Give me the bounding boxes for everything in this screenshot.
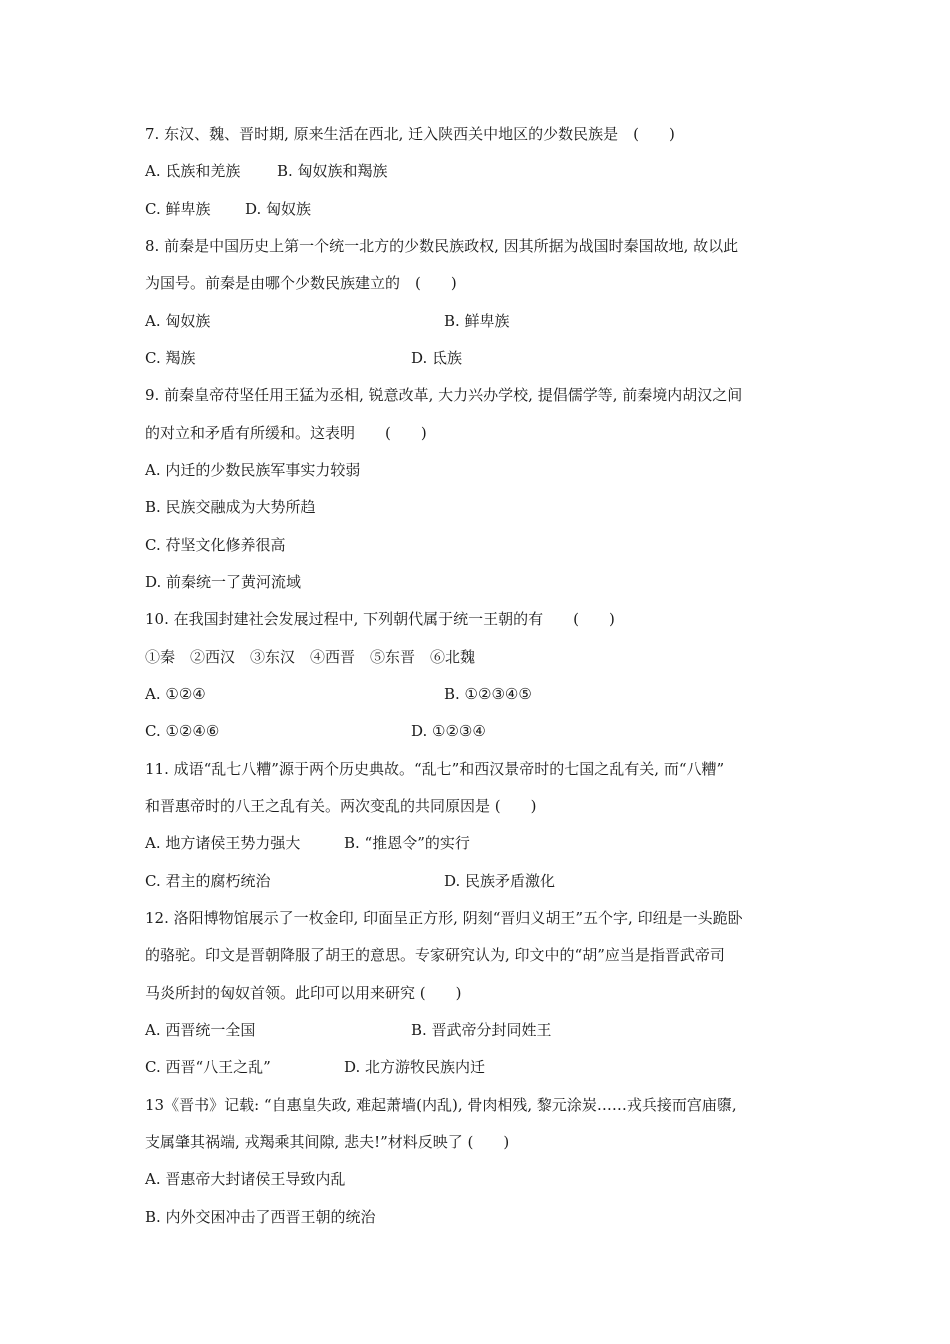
question-11-stem-line-2: 和晋惠帝时的八王之乱有关。两次变乱的共同原因是 ( )	[145, 797, 537, 815]
question-7-option-b: B. 匈奴族和羯族	[277, 162, 388, 180]
question-8-stem-line-1: 8. 前秦是中国历史上第一个统一北方的少数民族政权, 因其所据为战国时秦国故地, 故以此	[145, 237, 739, 255]
question-8-option-b: B. 鲜卑族	[444, 312, 510, 330]
question-12-stem-line-1: 12. 洛阳博物馆展示了一枚金印, 印面呈正方形, 阴刻“晋归义胡王”五个字, 印纽是一头跪卧	[145, 909, 743, 927]
question-12-option-c: C. 西晋“八王之乱”	[145, 1058, 271, 1076]
question-10-option-b: B. ①②③④⑤	[444, 685, 532, 703]
question-7-stem: 7. 东汉、魏、晋时期, 原来生活在西北, 迁入陕西关中地区的少数民族是 ( )	[145, 125, 675, 143]
question-13-stem-line-1: 13《晋书》记载: “自惠皇失政, 难起萧墙(内乱), 骨肉相残, 黎元涂炭……戎兵接而宫庙隳,	[145, 1096, 737, 1114]
question-13-option-a: A. 晋惠帝大封诸侯王导致内乱	[145, 1170, 346, 1188]
question-8-option-d: D. 氐族	[411, 349, 463, 367]
question-9-option-d: D. 前秦统一了黄河流域	[145, 573, 302, 591]
question-7-option-a: A. 氐族和羌族	[145, 162, 241, 180]
question-10-stem: 10. 在我国封建社会发展过程中, 下列朝代属于统一王朝的有 ( )	[145, 610, 615, 628]
question-9-stem-line-1: 9. 前秦皇帝苻坚任用王猛为丞相, 锐意改革, 大力兴办学校, 提倡儒学等, 前秦境内胡汉之间	[145, 386, 743, 404]
question-11-option-d: D. 民族矛盾激化	[444, 872, 556, 890]
question-9-option-c: C. 苻坚文化修养很高	[145, 536, 286, 554]
question-11-stem-line-1: 11. 成语“乱七八糟”源于两个历史典故。“乱七”和西汉景帝时的七国之乱有关, 而“八糟”	[145, 760, 725, 778]
question-7-option-c: C. 鲜卑族	[145, 200, 211, 218]
question-8-option-c: C. 羯族	[145, 349, 196, 367]
question-12-option-d: D. 北方游牧民族内迁	[344, 1058, 486, 1076]
question-10-option-c: C. ①②④⑥	[145, 722, 220, 740]
question-9-stem-line-2: 的对立和矛盾有所缓和。这表明 ( )	[145, 424, 427, 442]
question-10-option-d: D. ①②③④	[411, 722, 486, 740]
question-12-option-a: A. 西晋统一全国	[145, 1021, 256, 1039]
question-8-stem-line-2: 为国号。前秦是由哪个少数民族建立的 ( )	[145, 274, 457, 292]
question-11-option-b: B. “推恩令”的实行	[344, 834, 470, 852]
question-11-option-c: C. 君主的腐朽统治	[145, 872, 271, 890]
question-13-option-b: B. 内外交困冲击了西晋王朝的统治	[145, 1208, 376, 1226]
question-10-items: ①秦 ②西汉 ③东汉 ④西晋 ⑤东晋 ⑥北魏	[145, 648, 476, 666]
question-13-stem-line-2: 支属肇其祸端, 戎羯乘其间隙, 悲夫!”材料反映了 ( )	[145, 1133, 510, 1151]
question-9-option-a: A. 内迁的少数民族军事实力较弱	[145, 461, 361, 479]
question-7-option-d: D. 匈奴族	[245, 200, 312, 218]
question-12-option-b: B. 晋武帝分封同姓王	[411, 1021, 552, 1039]
question-8-option-a: A. 匈奴族	[145, 312, 211, 330]
question-11-option-a: A. 地方诸侯王势力强大	[145, 834, 301, 852]
question-10-option-a: A. ①②④	[145, 685, 206, 703]
question-12-stem-line-3: 马炎所封的匈奴首领。此印可以用来研究 ( )	[145, 984, 462, 1002]
question-12-stem-line-2: 的骆驼。印文是晋朝降服了胡王的意思。专家研究认为, 印文中的“胡”应当是指晋武帝司	[145, 946, 725, 964]
question-9-option-b: B. 民族交融成为大势所趋	[145, 498, 316, 516]
